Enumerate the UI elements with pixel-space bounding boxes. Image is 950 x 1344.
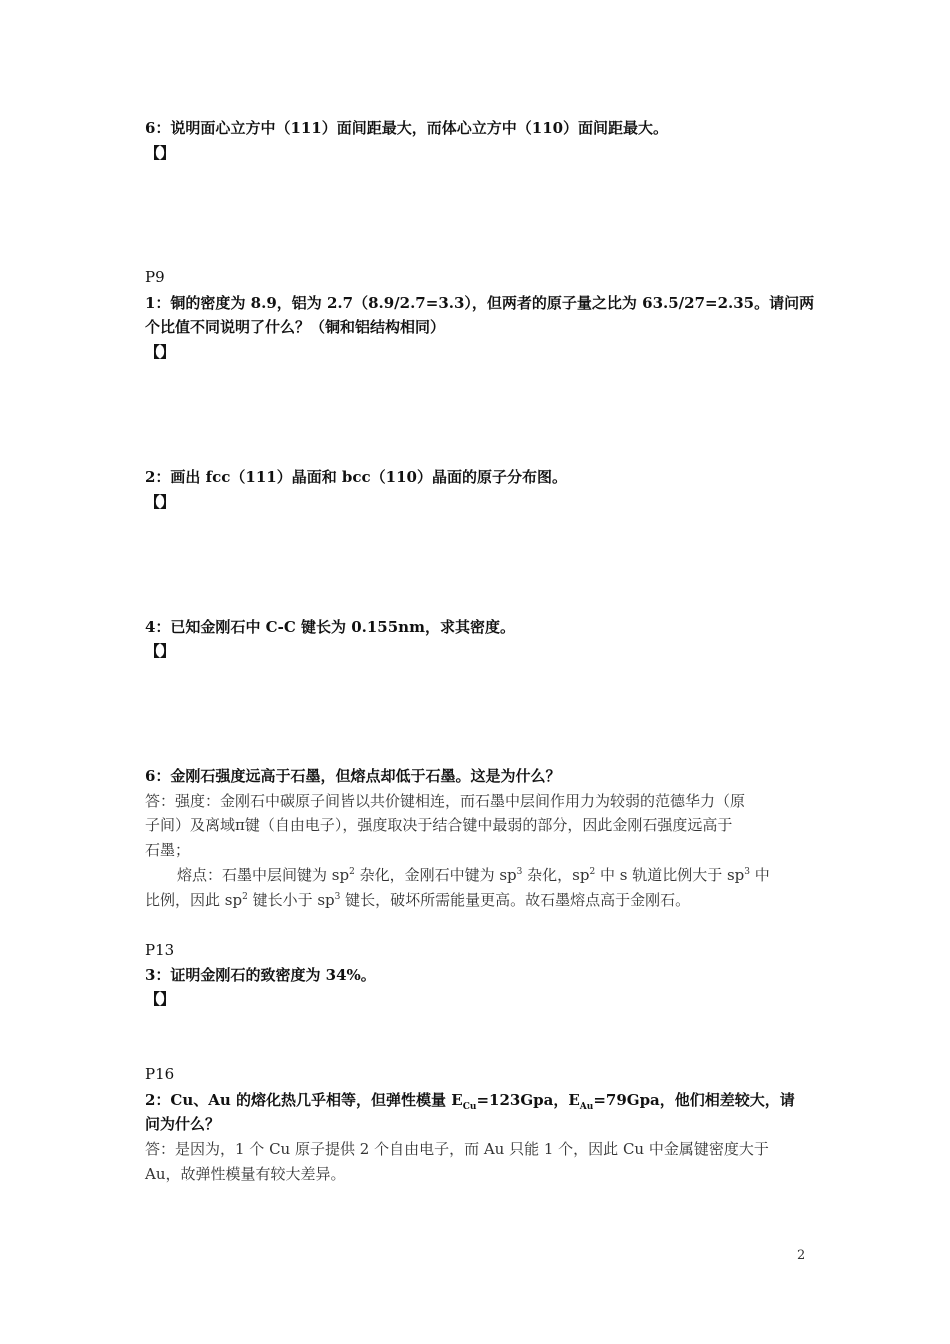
section-label-p9: P9 [145,268,165,286]
page-number: 2 [797,1248,806,1263]
question-1-line2: 个比值不同说明了什么？（铜和铝结构相同） [145,318,446,336]
answer-blank: 【】 [145,343,176,361]
answer-line2: Au，故弹性模量有较大差异。 [145,1165,346,1183]
question-6-diamond-graphite: 6：金刚石强度远高于石墨，但熔点却低于石墨。这是为什么？ [145,767,561,785]
answer-blank: 【】 [145,493,176,511]
answer-blank: 【】 [145,642,176,660]
answer-strength-line1: 答：强度：金刚石中碳原子间皆以共价键相连，而石墨中层间作用力为较弱的范德华力（原 [145,792,746,810]
answer-melting-line1: 熔点：石墨中层间键为 $sp^2$ 杂化，金刚石中键为 $sp^3$ 杂化，$sp^2$ 中 s 轨道比例大于 $sp^3$ 中 [177,866,770,884]
answer-line1: 答：是因为，1 个 Cu 原子提供 2 个自由电子，而 Au 只能 1 个，因此 Cu 中金属键密度大于 [145,1140,769,1158]
question-4-diamond-density: 4：已知金刚石中 C-C 键长为 0.155nm，求其密度。 [145,618,515,636]
question-2-elastic-modulus: 2：Cu、Au 的熔化热几乎相等，但弹性模量 $E_{Cu}=123Gpa$，$E_{Au}=79Gpa$，他们相差较大，请 [145,1091,795,1112]
answer-blank: 【】 [145,144,176,162]
answer-melting-line2: 比例，因此 $sp^2$ 键长小于 $sp^3$ 键长，破坏所需能量更高。故石墨熔点高于金刚石。 [145,891,691,909]
question-3-packing: 3：证明金刚石的致密度为 34%。 [145,966,376,984]
answer-strength-line3: 石墨； [145,841,191,859]
question-6-face-spacing: 6：说明面心立方中（111）面间距最大，而体心立方中（110）面间距最大。 [145,119,669,137]
question-1-line1: 1：铜的密度为 8.9，铝为 2.7（8.9/2.7=3.3），但两者的原子量之比为 63.5/27=2.35。请问两 [145,294,815,312]
answer-strength-line2: 子间）及离域π键（自由电子），强度取决于结合键中最弱的部分，因此金刚石强度远高于 [145,816,733,834]
section-label-p13: P13 [145,941,175,959]
answer-blank: 【】 [145,990,176,1008]
question-2-line2: 问为什么？ [145,1115,221,1133]
question-2-atom-layout: 2：画出 fcc（111）晶面和 bcc（110）晶面的原子分布图。 [145,468,567,486]
section-label-p16: P16 [145,1065,175,1083]
